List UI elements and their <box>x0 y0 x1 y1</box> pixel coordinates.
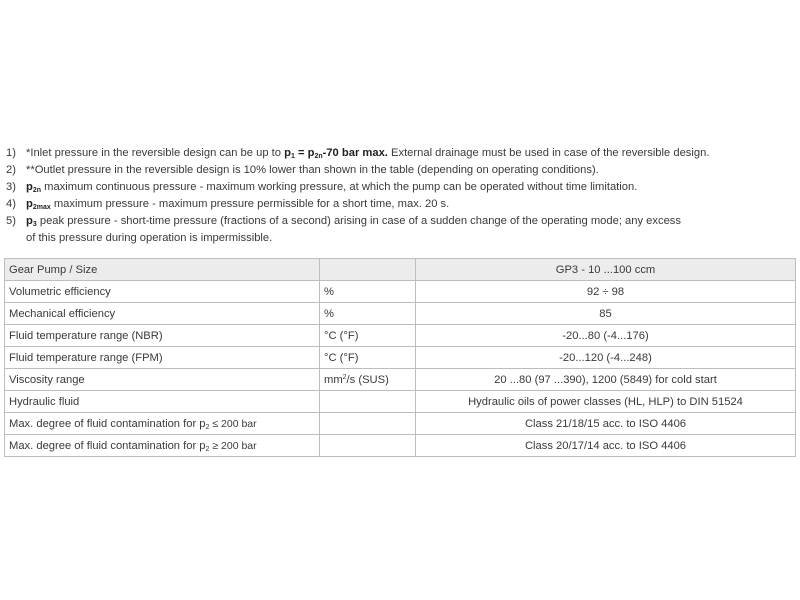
param-cell: Max. degree of fluid contamination for $p_2 \le 200$ bar <box>5 413 320 435</box>
unit-cell <box>320 413 416 435</box>
specification-table <box>4 258 796 457</box>
footnote-number: 4) <box>6 198 16 210</box>
param-cell: Mechanical efficiency <box>5 303 320 325</box>
value-cell: 92 ÷ 98 <box>416 281 796 303</box>
pressure-symbol: $p_3$ <box>26 215 37 228</box>
table-row <box>5 413 796 435</box>
table-row <box>5 303 796 325</box>
footnote-4 <box>6 196 786 213</box>
footnote-text-continued: of this pressure during operation is impermissible. <box>26 232 273 244</box>
footnote-text: External drainage must be used in case of the reversible design. <box>387 147 710 159</box>
header-cell-value: GP3 - 10 ...100 ccm <box>416 259 796 281</box>
header-cell-param: Gear Pump / Size <box>5 259 320 281</box>
value-cell: Hydraulic oils of power classes (HL, HLP) to DIN 51524 <box>416 391 796 413</box>
table-row <box>5 369 796 391</box>
value-cell: 85 <box>416 303 796 325</box>
footnote-text: *Inlet pressure in the reversible design can be up to <box>26 147 285 159</box>
footnote-number: 3) <box>6 181 16 193</box>
pressure-symbol: $p_{2max}$ <box>26 198 51 211</box>
unit-cell: $mm^2/s$ (SUS) <box>320 369 416 391</box>
table-header-row <box>5 259 796 281</box>
footnotes <box>6 145 786 247</box>
header-cell-unit <box>320 259 416 281</box>
param-cell: Volumetric efficiency <box>5 281 320 303</box>
footnote-2 <box>6 162 786 179</box>
footnote-3 <box>6 179 786 196</box>
table-row <box>5 391 796 413</box>
param-cell: Max. degree of fluid contamination for $p_2 \ge 200$ bar <box>5 435 320 457</box>
table-row <box>5 435 796 457</box>
unit-cell: °C (°F) <box>320 347 416 369</box>
unit-cell <box>320 435 416 457</box>
table-row <box>5 347 796 369</box>
footnote-5 <box>6 213 786 247</box>
unit-cell: % <box>320 303 416 325</box>
footnote-text: peak pressure - short-time pressure (fractions of a second) arising in case of a sudden change of the operating mode; any excess <box>36 215 681 227</box>
footnote-text: maximum continuous pressure - maximum working pressure, at which the pump can be operated without time limitation. <box>41 181 638 193</box>
value-cell: Class 20/17/14 acc. to ISO 4406 <box>416 435 796 457</box>
value-cell: 20 ...80 (97 ...390), 1200 (5849) for cold start <box>416 369 796 391</box>
table-row <box>5 281 796 303</box>
unit-cell: % <box>320 281 416 303</box>
param-cell: Viscosity range <box>5 369 320 391</box>
pressure-symbol: $p_{2n}$ <box>26 181 42 194</box>
unit-cell: °C (°F) <box>320 325 416 347</box>
value-cell: -20...80 (-4...176) <box>416 325 796 347</box>
unit-cell <box>320 391 416 413</box>
value-cell: Class 21/18/15 acc. to ISO 4406 <box>416 413 796 435</box>
footnote-number: 5) <box>6 215 16 227</box>
param-cell: Fluid temperature range (FPM) <box>5 347 320 369</box>
footnote-text: maximum pressure - maximum pressure permissible for a short time, max. 20 s. <box>50 198 450 210</box>
footnote-number: 1) <box>6 147 16 159</box>
footnote-number: 2) <box>6 164 16 176</box>
footnote-text: **Outlet pressure in the reversible design is 10% lower than shown in the table (depending on operating conditions). <box>26 164 599 176</box>
param-cell: Fluid temperature range (NBR) <box>5 325 320 347</box>
param-cell: Hydraulic fluid <box>5 391 320 413</box>
footnote-1 <box>6 145 786 162</box>
value-cell: -20...120 (-4...248) <box>416 347 796 369</box>
table-row <box>5 325 796 347</box>
pressure-formula: $p_1 = p_{2n}-70$ bar max. <box>284 147 388 160</box>
